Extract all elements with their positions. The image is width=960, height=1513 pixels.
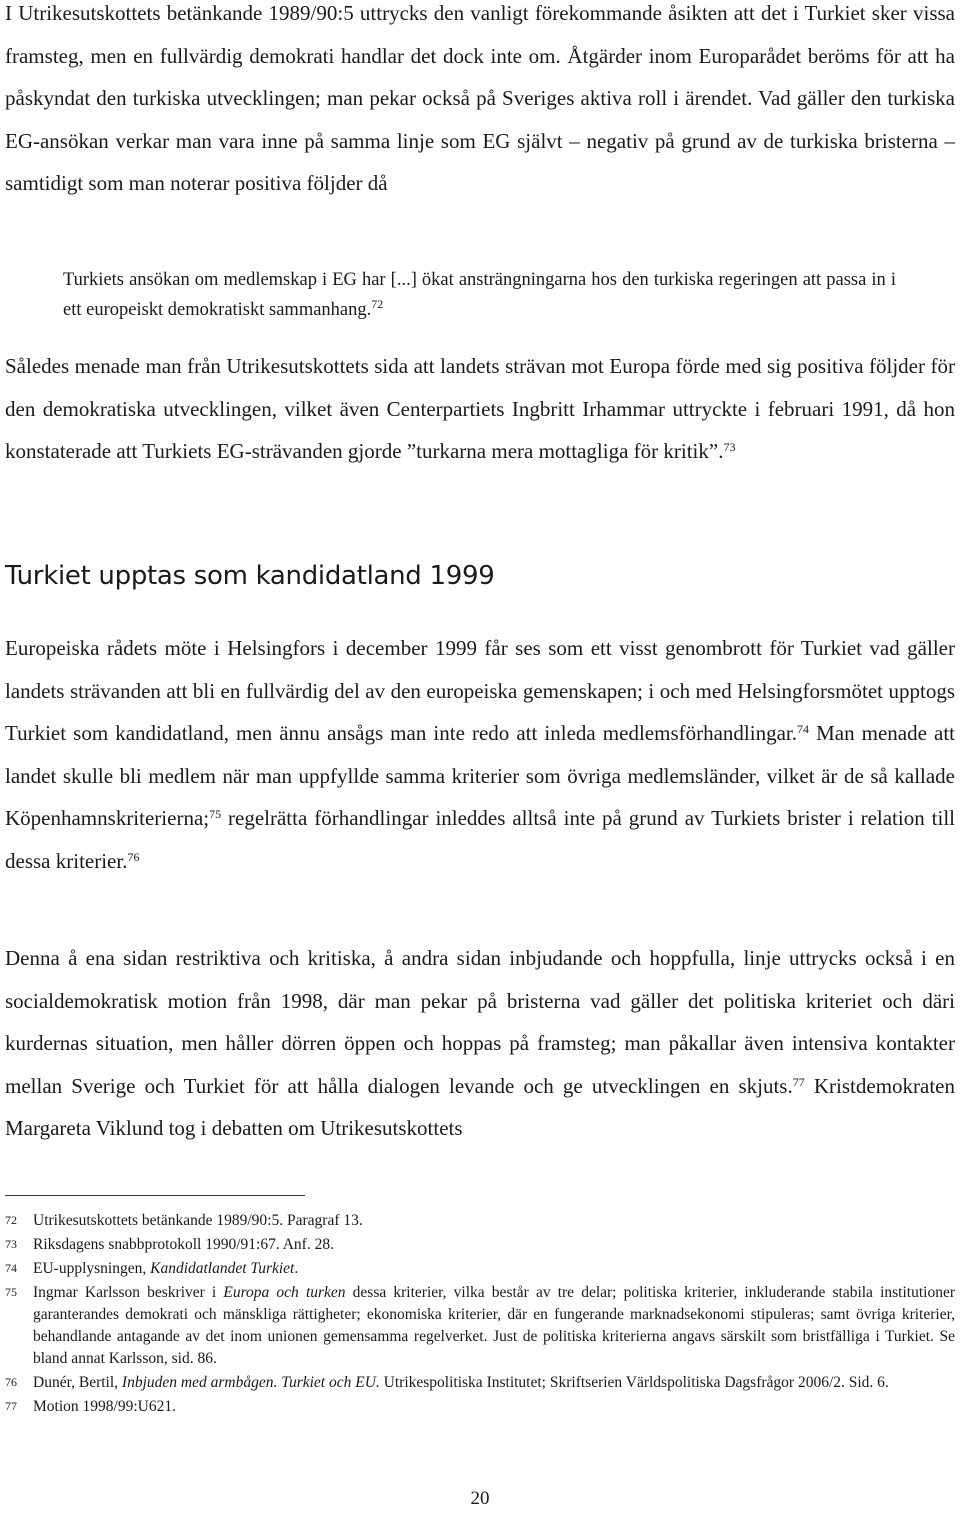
footnote-text: EU-upplysningen, Kandidatlandet Turkiet. bbox=[33, 1260, 299, 1277]
book-title: Europa och turken bbox=[223, 1284, 346, 1301]
footnote-ref-72[interactable]: 72 bbox=[371, 296, 384, 311]
page-number: 20 bbox=[470, 1488, 490, 1509]
footnote-text: Ingmar Karlsson beskriver i Europa och turken dessa kriterier, vilka består av tre delar; politiska kriterier, inkluderande stabila institutioner garanterandes demokrati och mänskliga rättigheter; ekonomiska kriterier, där en fungerande marknadsekonomi stipuleras; samt övriga kriterier, behandlande antagande av det inom unionen gemensamma regelverket. Just de politiska kriterierna angavs särskilt som bristfälliga i Turkiet. Se bland annat Karlsson, sid. 86. bbox=[33, 1284, 955, 1367]
footnote-text: Dunér, Bertil, Inbjuden med armbågen. Turkiet och EU. Utrikespolitiska Institutet; Skriftserien Världspolitiska Dagsfrågor 2006/2. Sid. 6. bbox=[33, 1374, 889, 1391]
footnote-ref-77[interactable]: 77 bbox=[792, 1074, 805, 1089]
footnote-75 bbox=[5, 1282, 955, 1370]
footnote-77 bbox=[5, 1396, 955, 1418]
section-heading: Turkiet upptas som kandidatland 1999 bbox=[5, 561, 495, 591]
footnote-text: Motion 1998/99:U621. bbox=[33, 1398, 176, 1415]
footnote-number: 77 bbox=[5, 1399, 17, 1413]
block-quote: Turkiets ansökan om medlemskap i EG har [...] ökat ansträngningarna hos den turkiska regeringen att passa in i ett europeiskt demokratiskt sammanhang.$^{72}$ bbox=[63, 270, 896, 320]
paragraph-motion-1998: Denna å ena sidan restriktiva och kritiska, å andra sidan inbjudande och hoppfulla, linje uttrycks också i en socialdemokratisk motion från 1998, där man pekar på bristerna vad gäller det politiska kriteriet och däri kurdernas situation, men håller dörren öppen och hoppas på framsteg; man påkallar även intensiva kontakter mellan Sverige och Turkiet för att hålla dialogen levande och ge utvecklingen en skjuts.$^{77}$ Kristdemokraten Margareta Viklund tog i debatten om Utrikesutskottets bbox=[5, 946, 955, 1140]
paragraph-utrikesutskottet-1989: I Utrikesutskottets betänkande 1989/90:5 uttrycks den vanligt förekommande åsikten att det i Turkiet sker vissa framsteg, men en fullvärdig demokrati handlar det dock inte om. Åtgärder inom Europarådet beröms för att ha påskyndat den turkiska utvecklingen; man pekar också på Sveriges aktiva roll i ärendet. Vad gäller den turkiska EG-ansökan verkar man vara inne på samma linje som EG självt – negativ på grund av de turkiska bristerna – samtidigt som man noterar positiva följder då bbox=[5, 1, 955, 195]
footnote-number: 75 bbox=[5, 1285, 17, 1299]
publication-title: Kandidatlandet Turkiet bbox=[150, 1260, 295, 1277]
footnote-number: 73 bbox=[5, 1237, 17, 1251]
footnote-ref-75[interactable]: 75 bbox=[209, 806, 222, 821]
footnote-72 bbox=[5, 1210, 955, 1232]
footnote-76 bbox=[5, 1372, 955, 1394]
footnote-74 bbox=[5, 1258, 955, 1280]
paragraph-irhammar: Således menade man från Utrikesutskottets sida att landets strävan mot Europa förde med sig positiva följder för den demokratiska utvecklingen, vilket även Centerpartiets Ingbritt Irhammar uttryckte i februari 1991, då hon konstaterade att Turkiets EG-strävanden gjorde ”turkarna mera mottagliga för kritik”.$^{73}$ bbox=[5, 354, 955, 463]
footnote-number: 76 bbox=[5, 1375, 17, 1389]
footnote-ref-73[interactable]: 73 bbox=[723, 439, 736, 454]
footnote-ref-74[interactable]: 74 bbox=[797, 721, 810, 736]
footnote-ref-76[interactable]: 76 bbox=[127, 849, 140, 864]
footnote-number: 72 bbox=[5, 1213, 17, 1227]
paragraph-helsingfors: Europeiska rådets möte i Helsingfors i december 1999 får ses som ett visst genombrott för Turkiet vad gäller landets strävanden att bli en fullvärdig del av den europeiska gemenskapen; i och med Helsingforsmötet upptogs Turkiet som kandidatland, men ännu ansågs man inte redo att inleda medlemsförhandlingar.$^{74}$ Man menade att landet skulle bli medlem när man uppfyllde samma kriterier som övriga medlemsländer, vilket är de så kallade Köpenhamnskriterierna;$^{75}$ regelrätta förhandlingar inleddes alltså inte på grund av Turkiets brister i relation till dessa kriterier.$^{76}$ bbox=[5, 636, 956, 873]
footnote-text: Utrikesutskottets betänkande 1989/90:5. Paragraf 13. bbox=[33, 1212, 363, 1229]
footnote-number: 74 bbox=[5, 1261, 17, 1275]
footnote-separator bbox=[5, 1195, 305, 1196]
footnote-text: Riksdagens snabbprotokoll 1990/91:67. Anf. 28. bbox=[33, 1236, 334, 1253]
book-title: Inbjuden med armbågen. Turkiet och EU. bbox=[121, 1374, 380, 1391]
footnotes bbox=[5, 1210, 955, 1420]
footnote-73 bbox=[5, 1234, 955, 1256]
